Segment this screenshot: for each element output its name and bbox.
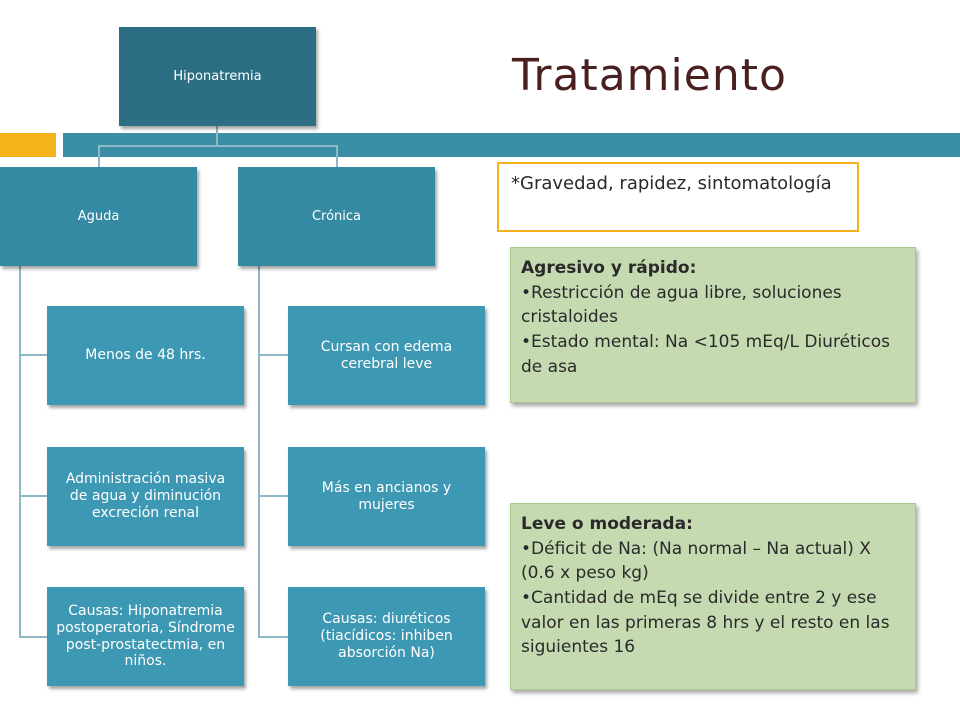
- mild-heading: Leve o moderada:: [521, 514, 693, 534]
- mild-treatment-box: [510, 503, 916, 690]
- connector-aguda-1: [19, 354, 47, 356]
- node-cronica-3-label: Causas: diuréticos (tiacídicos: inhiben absorción Na): [320, 611, 453, 661]
- node-cronica-label: Crónica: [311, 209, 362, 224]
- node-aguda-1-label: Menos de 48 hrs.: [85, 347, 206, 364]
- node-cronica: [238, 167, 435, 266]
- severity-note: [497, 162, 859, 232]
- node-aguda-label: Aguda: [77, 209, 120, 224]
- node-aguda-2-label: Administración masiva de agua y diminución excreción renal: [65, 471, 226, 521]
- aggressive-heading: Agresivo y rápido:: [521, 258, 697, 278]
- node-cronica-1-label: Cursan con edema cerebral leve: [320, 338, 453, 372]
- connector-cronica-2: [258, 495, 288, 497]
- node-cronica-3: [288, 587, 485, 686]
- node-cronica-2-label: Más en ancianos y mujeres: [321, 479, 452, 513]
- connector-aguda-2: [19, 495, 47, 497]
- slide-title: Tratamiento: [512, 50, 787, 101]
- aggressive-bullet-1: [521, 281, 905, 330]
- node-hiponatremia-label: Hiponatremia: [173, 69, 262, 84]
- node-aguda: [0, 167, 197, 266]
- connector-root-down: [216, 126, 218, 146]
- aggressive-bullet-1-text: Restricción de agua libre, soluciones cristaloides: [521, 282, 842, 328]
- node-aguda-3: [47, 587, 244, 686]
- node-aguda-1: [47, 306, 244, 405]
- accent-bar-yellow: [0, 133, 56, 157]
- aggressive-bullet-2-text: Estado mental: Na <105 mEq/L Diuréticos de asa: [521, 331, 891, 377]
- mild-bullet-2: [521, 586, 905, 660]
- mild-bullet-2-text: Cantidad de mEq se divide entre 2 y ese valor en las primeras 8 hrs y el resto en las siguientes 16: [521, 587, 890, 658]
- connector-aguda-down: [98, 145, 100, 167]
- node-aguda-3-label: Causas: Hiponatremia postoperatoria, Síndrome post-prostatectmia, en niños.: [56, 602, 235, 670]
- node-cronica-1: [288, 306, 485, 405]
- connector-aguda-3: [19, 636, 47, 638]
- severity-note-text: *Gravedad, rapidez, sintomatología: [511, 173, 832, 194]
- node-hiponatremia: [119, 27, 316, 126]
- mild-bullet-1-text: Déficit de Na: (Na normal – Na actual) X (0.6 x peso kg): [521, 538, 871, 584]
- aggressive-bullet-2: [521, 330, 905, 379]
- mild-bullet-1: [521, 537, 905, 586]
- connector-cronica-3: [258, 636, 288, 638]
- connector-aguda-trunk: [19, 266, 21, 638]
- connector-horizontal: [98, 145, 338, 147]
- node-aguda-2: [47, 447, 244, 546]
- connector-cronica-down: [336, 145, 338, 167]
- connector-cronica-1: [258, 354, 288, 356]
- aggressive-treatment-box: [510, 247, 916, 403]
- connector-cronica-trunk: [258, 266, 260, 638]
- node-cronica-2: [288, 447, 485, 546]
